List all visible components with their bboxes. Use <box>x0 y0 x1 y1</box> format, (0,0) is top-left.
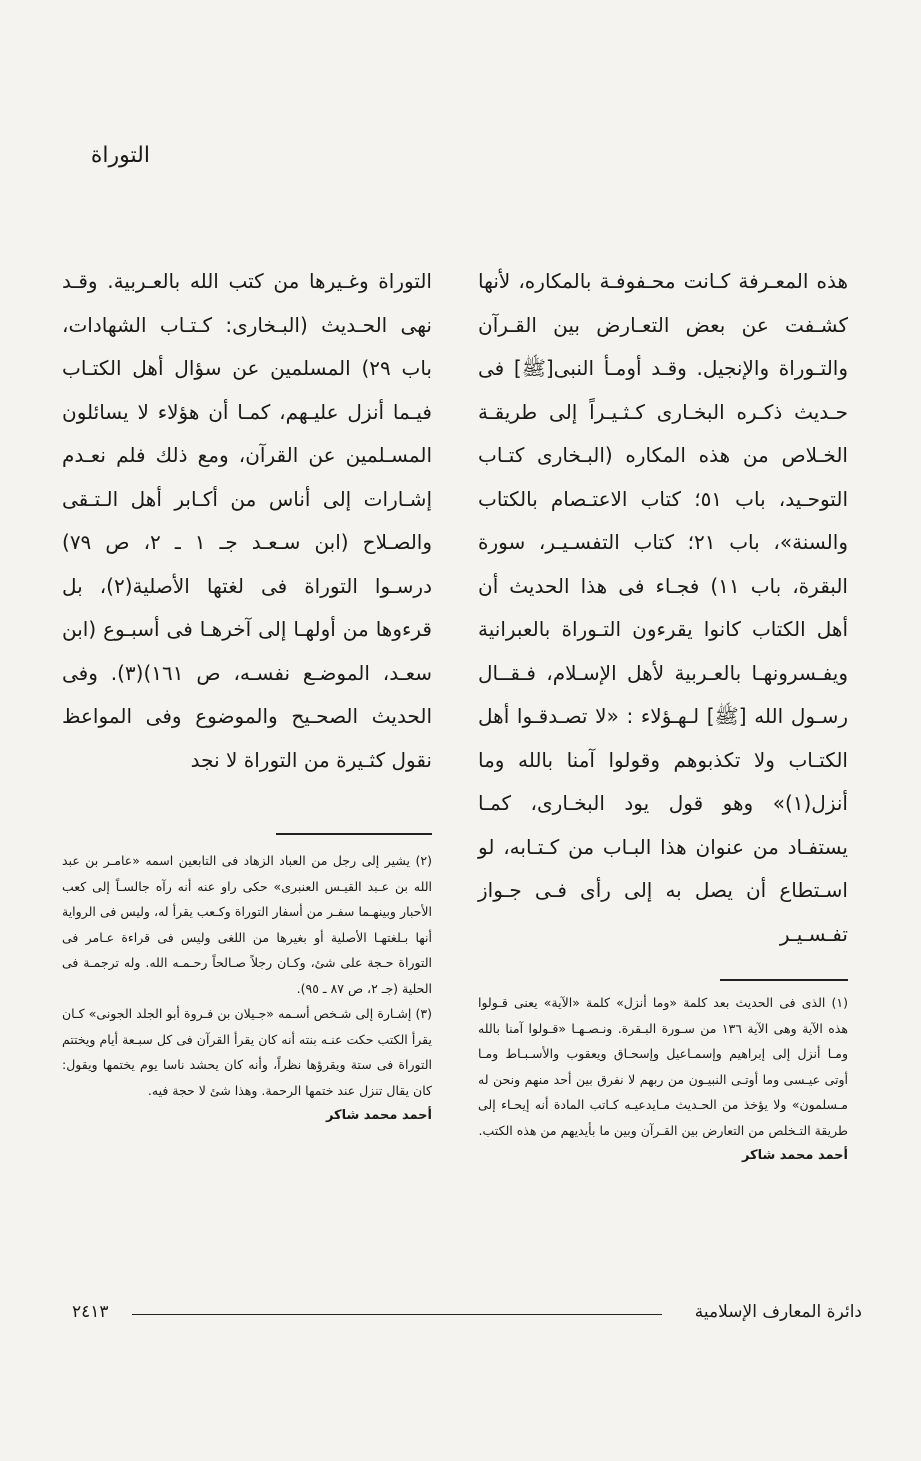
footnote-separator <box>276 833 432 835</box>
paragraph: هذه المعـرفة كـانت محـفوفـة بالمكاره، لأنها كشـفت عن بعض التعـارض بين القـرآن والتـوراة والإنجيل. وقـد أومـأ النبى[ﷺ] فى حـديث ذكـره البخـارى كـثـيـراً إلى طريقـة الخـلاص من هذه المكاره (البـخارى كتـاب التوحـيد، باب ٥١؛ كتاب الاعتـصام بالكتاب والسنة»، باب ٢١؛ كتاب التفسـيـر، سورة البقرة، باب ١١) فجـاء فى هذا الحديث أن أهل الكتاب كانوا يقرءون التـوراة بالعبرانية ويفـسرونهـا بالعـربية لأهل الإسـلام، فـقــال رسـول الله [ﷺ] لـهـؤلاء : «لا تصـدقـوا أهل الكتـاب ولا تكذبوهم وقولوا آمنا بالله وما أنزل(١)» وهو قول يود البخـارى، كمـا يستفـاد من عنوان هذا البـاب من كـتـابه، لو اسـتطاع أن يصل به إلى رأى فـى جـواز تفـسـيـر <box>478 269 848 946</box>
main-text-right-column <box>478 260 848 956</box>
running-title: التوراة <box>90 143 150 168</box>
paragraph: التوراة وغـيرها من كتب الله بالعـربية. وقـد نهى الحـديث (البـخارى: كـتـاب الشهادات، باب ٢٩) المسلمين عن سؤال أهل الكتـاب فيـما أنزل عليـهم، كمـا أن هؤلاء لا يسائلون المسـلمين عن القرآن، ومع ذلك فلم نعـدم إشـارات إلى أناس من أكـابر أهل الـتـقى والصـلاح (ابن سـعـد جـ ١ ـ ٢، ص ٧٩) درسـوا التوراة فى لغتها الأصلية(٢)، بل قرءوها من أولهـا إلى آخرهـا فى أسبـوع (ابن سعـد، الموضـع نفسـه، ص ١٦١)(٣). وفى الحديث الصحـيح والموضوع وفى المواعظ نقول كثـيرة من التوراة لا نجد <box>62 269 433 772</box>
footnotes-left <box>62 848 432 1129</box>
main-text-left-column <box>62 260 432 782</box>
journal-title: دائرة المعارف الإسلامية <box>694 1302 862 1322</box>
footnote-separator <box>720 979 848 981</box>
footer-rule <box>132 1314 662 1315</box>
footnote-2: (٢) يشير إلى رجل من العباد الزهاد فى التابعين اسمه «عامـر بن عبد الله بن عـبد القيـس العنبرى» حكى راو عنه أنه رآه جالسـاً إلى كعب الأحبار وبينهـما سفـر من أسفار التوراة وكـعب يقرأ له، وليس فى الرواية أنها بـلغتهـا الأصلية أو بغيرها من اللغى وليس فى قراءة عـامر فى التوراة حـجة على شئ، وكـان رجلاً صـالحاً رحـمـه الله. وله ترجمـة فى الحلية (جـ ٢، ص ٨٧ ـ ٩٥). <box>62 853 432 996</box>
footnote-signature: أحمد محمد شاكر <box>325 1108 432 1123</box>
footnote-signature: أحمد محمد شاكر <box>741 1148 848 1163</box>
footnote-3: (٣) إشـارة إلى شـخص أسـمه «جـيلان بن فـروة أبو الجلد الجونى» كـان يقرأ الكتب حكت عنـه بنته أنه كان يقرأ القرآن فى كل سبـعة أيام ويختتم التوراة فى ستة ويقرؤها نظراً، وأنه كان يحشد ناسا يوم يختمها ويقول: كان يقال تنزل عند ختمها الرحمة. وهذا شئ لا حجة فيه. <box>62 1006 432 1098</box>
footnote-1: (١) الذى فى الحديث بعد كلمة «وما أنزل» كلمة «الآية» يعنى قـولوا هذه الآية وهى الآية ١٣٦ من سـورة البـقرة. ونـصـهـا «قـولوا آمنا بالله ومـا أنزل إلى إبراهيم وإسمـاعيل وإسحـاق ويعقوب والأسـبـاط ومـا أوتى عيـسى وما أوتـى النبيـون من ربهم لا نفرق بين أحد منهم ونحن له مـسلمون» ولا يؤخذ من الحـديث مـايدعيـه كـاتب المادة أنه إيحـاء إلى طريقة التـخلص من التعارض بين القـرآن وبين ما بأيديهم من هذه الكتب. <box>478 995 848 1138</box>
footnotes-right <box>478 990 848 1169</box>
page-number: ٢٤١٣ <box>72 1302 109 1322</box>
page-footer <box>62 1302 862 1326</box>
